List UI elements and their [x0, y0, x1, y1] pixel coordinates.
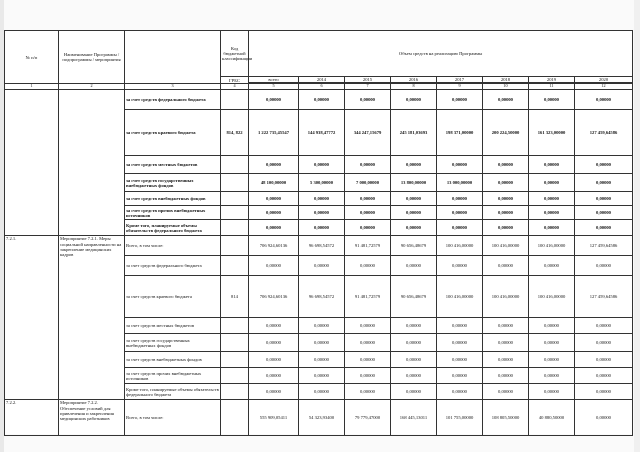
amount-cell: 0,00000: [575, 400, 633, 436]
table-row: [5, 400, 633, 436]
index-cell: 9: [437, 84, 483, 90]
amount-cell: 0,00000: [529, 206, 575, 220]
amount-cell: 0,00000: [299, 384, 345, 400]
amount-cell: 0,00000: [345, 318, 391, 334]
grbs-code: [221, 192, 249, 206]
amount-cell: 0,00000: [529, 90, 575, 110]
amount-cell: 0,00000: [299, 220, 345, 236]
amount-cell: 0,00000: [345, 206, 391, 220]
amount-cell: 0,00000: [483, 192, 529, 206]
amount-cell: 0,00000: [575, 334, 633, 352]
amount-cell: 0,00000: [249, 90, 299, 110]
amount-cell: 96 698,54572: [299, 276, 345, 318]
index-cell: 8: [391, 84, 437, 90]
amount-cell: 100 416,00000: [529, 276, 575, 318]
amount-cell: 0,00000: [299, 156, 345, 174]
amount-cell: 0,00000: [299, 206, 345, 220]
amount-cell: 0,00000: [529, 256, 575, 276]
amount-cell: 0,00000: [345, 256, 391, 276]
amount-cell: 0,00000: [249, 156, 299, 174]
funding-source: за счет средств прочих внебюджетных источников: [125, 368, 221, 384]
amount-cell: 0,00000: [345, 368, 391, 384]
funding-source: за счет средств краевого бюджета: [125, 276, 221, 318]
amount-cell: 0,00000: [575, 156, 633, 174]
funding-source: за счет средств прочих внебюджетных источников: [125, 206, 221, 220]
grbs-code: [221, 368, 249, 384]
amount-cell: 90 656,48679: [391, 276, 437, 318]
funding-source: Всего, в том числе:: [125, 400, 221, 436]
amount-cell: 0,00000: [249, 368, 299, 384]
amount-cell: 0,00000: [299, 368, 345, 384]
amount-cell: 0,00000: [483, 256, 529, 276]
amount-cell: 0,00000: [575, 206, 633, 220]
amount-cell: 0,00000: [249, 220, 299, 236]
amount-cell: 100 416,00000: [529, 236, 575, 256]
header-year-2018: 2018: [483, 77, 529, 83]
amount-cell: 0,00000: [529, 318, 575, 334]
amount-cell: 0,00000: [391, 206, 437, 220]
amount-cell: 0,00000: [345, 220, 391, 236]
funding-source: за счет средств внебюджетных фондов: [125, 192, 221, 206]
funding-source: за счет средств государственных внебюджетных фондов: [125, 334, 221, 352]
amount-cell: 96 698,54572: [299, 236, 345, 256]
amount-cell: 0,00000: [299, 192, 345, 206]
amount-cell: 144 938,47772: [299, 110, 345, 156]
amount-cell: 0,00000: [483, 318, 529, 334]
funding-source: Кроме того, планируемые объемы обязательств федерального бюджета: [125, 220, 221, 236]
amount-cell: 706 924,60136: [249, 236, 299, 256]
amount-cell: 0,00000: [483, 384, 529, 400]
grbs-code: [221, 334, 249, 352]
amount-cell: 344 247,15679: [345, 110, 391, 156]
grbs-code: [221, 352, 249, 368]
amount-cell: 200 224,50000: [483, 110, 529, 156]
row-number: 7.2.1.: [5, 236, 59, 400]
amount-cell: 108 805,50000: [483, 400, 529, 436]
amount-cell: 13 800,00000: [391, 174, 437, 192]
amount-cell: 0,00000: [437, 334, 483, 352]
amount-cell: 0,00000: [249, 352, 299, 368]
amount-cell: 0,00000: [437, 352, 483, 368]
amount-cell: 13 000,00000: [437, 174, 483, 192]
budget-table-body: [5, 90, 633, 436]
amount-cell: 0,00000: [575, 90, 633, 110]
amount-cell: 91 481,72579: [345, 236, 391, 256]
grbs-code: [221, 318, 249, 334]
amount-cell: 0,00000: [437, 384, 483, 400]
index-cell: 7: [345, 84, 391, 90]
table-row: [5, 90, 633, 110]
amount-cell: 0,00000: [575, 368, 633, 384]
amount-cell: 0,00000: [345, 90, 391, 110]
index-cell: 11: [529, 84, 575, 90]
header-num: № п/п: [5, 31, 59, 84]
amount-cell: 0,00000: [483, 334, 529, 352]
amount-cell: 0,00000: [249, 206, 299, 220]
amount-cell: 0,00000: [575, 192, 633, 206]
amount-cell: 0,00000: [437, 318, 483, 334]
amount-cell: 48 100,00000: [249, 174, 299, 192]
header-year-2015: 2015: [345, 77, 391, 83]
amount-cell: 54 323,93400: [299, 400, 345, 436]
amount-cell: 0,00000: [437, 220, 483, 236]
amount-cell: 0,00000: [249, 384, 299, 400]
amount-cell: 0,00000: [391, 318, 437, 334]
amount-cell: 0,00000: [437, 256, 483, 276]
amount-cell: 0,00000: [483, 220, 529, 236]
amount-cell: 245 181,03693: [391, 110, 437, 156]
amount-cell: 0,00000: [299, 352, 345, 368]
grbs-code: 814: [221, 276, 249, 318]
amount-cell: 0,00000: [575, 318, 633, 334]
amount-cell: 0,00000: [483, 206, 529, 220]
amount-cell: 0,00000: [529, 156, 575, 174]
budget-table: [4, 30, 633, 436]
amount-cell: 555 909,05411: [249, 400, 299, 436]
amount-cell: 0,00000: [391, 256, 437, 276]
funding-source: за счет средств государственных внебюджетных фондов: [125, 174, 221, 192]
index-cell: 12: [575, 84, 633, 90]
header-year-2016: 2016: [391, 77, 437, 83]
amount-cell: 161 323,00000: [529, 110, 575, 156]
amount-cell: 0,00000: [299, 256, 345, 276]
amount-cell: 0,00000: [529, 174, 575, 192]
index-cell: 10: [483, 84, 529, 90]
grbs-code: [221, 90, 249, 110]
amount-cell: 0,00000: [391, 334, 437, 352]
page-right-shadow: [634, 0, 640, 452]
amount-cell: 0,00000: [391, 156, 437, 174]
amount-cell: 0,00000: [575, 174, 633, 192]
header-year-2014: 2014: [299, 77, 345, 83]
grbs-code: [221, 220, 249, 236]
grbs-code: [221, 174, 249, 192]
amount-cell: 0,00000: [483, 174, 529, 192]
amount-cell: 79 779,47000: [345, 400, 391, 436]
header-year-2020: 2020: [575, 77, 633, 83]
amount-cell: 0,00000: [391, 384, 437, 400]
row-activity-name: Мероприятие 7.2.2. Обеспечение условий для привлечения и закрепления медицинских работников: [59, 400, 125, 436]
amount-cell: 0,00000: [345, 192, 391, 206]
header-year-total: всего: [249, 77, 299, 83]
amount-cell: 0,00000: [529, 334, 575, 352]
amount-cell: 40 880,50000: [529, 400, 575, 436]
header-code: Код бюджетной классификации: [221, 31, 249, 77]
amount-cell: 0,00000: [391, 220, 437, 236]
amount-cell: 198 371,00000: [437, 110, 483, 156]
amount-cell: 0,00000: [529, 220, 575, 236]
amount-cell: 1 222 735,45547: [249, 110, 299, 156]
amount-cell: 0,00000: [529, 352, 575, 368]
amount-cell: 0,00000: [437, 368, 483, 384]
row-activity-name: [59, 90, 125, 236]
amount-cell: 0,00000: [437, 206, 483, 220]
amount-cell: 100 416,00000: [437, 276, 483, 318]
amount-cell: 0,00000: [249, 318, 299, 334]
amount-cell: 0,00000: [575, 256, 633, 276]
funding-source: за счет средств местных бюджетов: [125, 318, 221, 334]
funding-source: за счет средств местных бюджетов: [125, 156, 221, 174]
funding-source: Кроме того, планируемые объемы обязательств федерального бюджета: [125, 384, 221, 400]
row-number: [5, 90, 59, 236]
index-cell: 5: [249, 84, 299, 90]
budget-table-sheet: [4, 30, 632, 434]
amount-cell: 0,00000: [529, 192, 575, 206]
amount-cell: 0,00000: [299, 90, 345, 110]
amount-cell: 0,00000: [437, 192, 483, 206]
row-number: 7.2.2.: [5, 400, 59, 436]
amount-cell: 100 416,00000: [483, 276, 529, 318]
header-grbs: ГРБС: [221, 77, 249, 84]
amount-cell: 0,00000: [529, 368, 575, 384]
index-cell: 2: [59, 84, 125, 90]
grbs-code: [221, 236, 249, 256]
funding-source: за счет средств федерального бюджета: [125, 90, 221, 110]
amount-cell: 0,00000: [391, 192, 437, 206]
amount-cell: 0,00000: [575, 220, 633, 236]
header-year-2019: 2019: [529, 77, 575, 83]
funding-source: Всего, в том числе:: [125, 236, 221, 256]
amount-cell: 0,00000: [483, 156, 529, 174]
amount-cell: 0,00000: [299, 334, 345, 352]
amount-cell: 0,00000: [437, 156, 483, 174]
grbs-code: 814, 822: [221, 110, 249, 156]
header-volume: Объем средств на реализацию Программы: [249, 31, 633, 77]
amount-cell: 7 000,00000: [345, 174, 391, 192]
index-cell: 6: [299, 84, 345, 90]
row-activity-name: Мероприятие 7.2.1. Меры социальной направленности на закрепление медицинских кадров: [59, 236, 125, 400]
amount-cell: 0,00000: [391, 368, 437, 384]
header-name: Наименование Программы / подпрограммы / мероприятия: [59, 31, 125, 84]
amount-cell: 0,00000: [483, 368, 529, 384]
amount-cell: 0,00000: [249, 334, 299, 352]
grbs-code: [221, 400, 249, 436]
amount-cell: 0,00000: [345, 334, 391, 352]
amount-cell: 706 924,60136: [249, 276, 299, 318]
amount-cell: 0,00000: [575, 384, 633, 400]
amount-cell: 0,00000: [391, 352, 437, 368]
amount-cell: 127 459,64586: [575, 110, 633, 156]
amount-cell: 0,00000: [437, 90, 483, 110]
funding-source: за счет средств краевого бюджета: [125, 110, 221, 156]
amount-cell: 5 300,00000: [299, 174, 345, 192]
amount-cell: 0,00000: [345, 352, 391, 368]
grbs-code: [221, 256, 249, 276]
header-source: [125, 31, 221, 84]
funding-source: за счет средств внебюджетных фондов: [125, 352, 221, 368]
index-cell: 1: [5, 84, 59, 90]
amount-cell: 0,00000: [249, 192, 299, 206]
grbs-code: [221, 156, 249, 174]
amount-cell: 0,00000: [483, 90, 529, 110]
header-year-2017: 2017: [437, 77, 483, 83]
amount-cell: 101 755,00000: [437, 400, 483, 436]
funding-source: за счет средств федерального бюджета: [125, 256, 221, 276]
amount-cell: 90 656,48679: [391, 236, 437, 256]
amount-cell: 168 445,13011: [391, 400, 437, 436]
amount-cell: 91 481,72579: [345, 276, 391, 318]
amount-cell: 0,00000: [299, 318, 345, 334]
amount-cell: 0,00000: [483, 352, 529, 368]
amount-cell: 127 459,64586: [575, 276, 633, 318]
amount-cell: 0,00000: [391, 90, 437, 110]
amount-cell: 0,00000: [575, 352, 633, 368]
index-cell: 4: [221, 84, 249, 90]
amount-cell: 0,00000: [345, 384, 391, 400]
index-cell: 3: [125, 84, 221, 90]
amount-cell: 127 459,64586: [575, 236, 633, 256]
amount-cell: 0,00000: [529, 384, 575, 400]
grbs-code: [221, 384, 249, 400]
grbs-code: [221, 206, 249, 220]
amount-cell: 0,00000: [345, 156, 391, 174]
amount-cell: 0,00000: [249, 256, 299, 276]
table-row: [5, 236, 633, 256]
amount-cell: 100 416,00000: [437, 236, 483, 256]
amount-cell: 100 416,00000: [483, 236, 529, 256]
